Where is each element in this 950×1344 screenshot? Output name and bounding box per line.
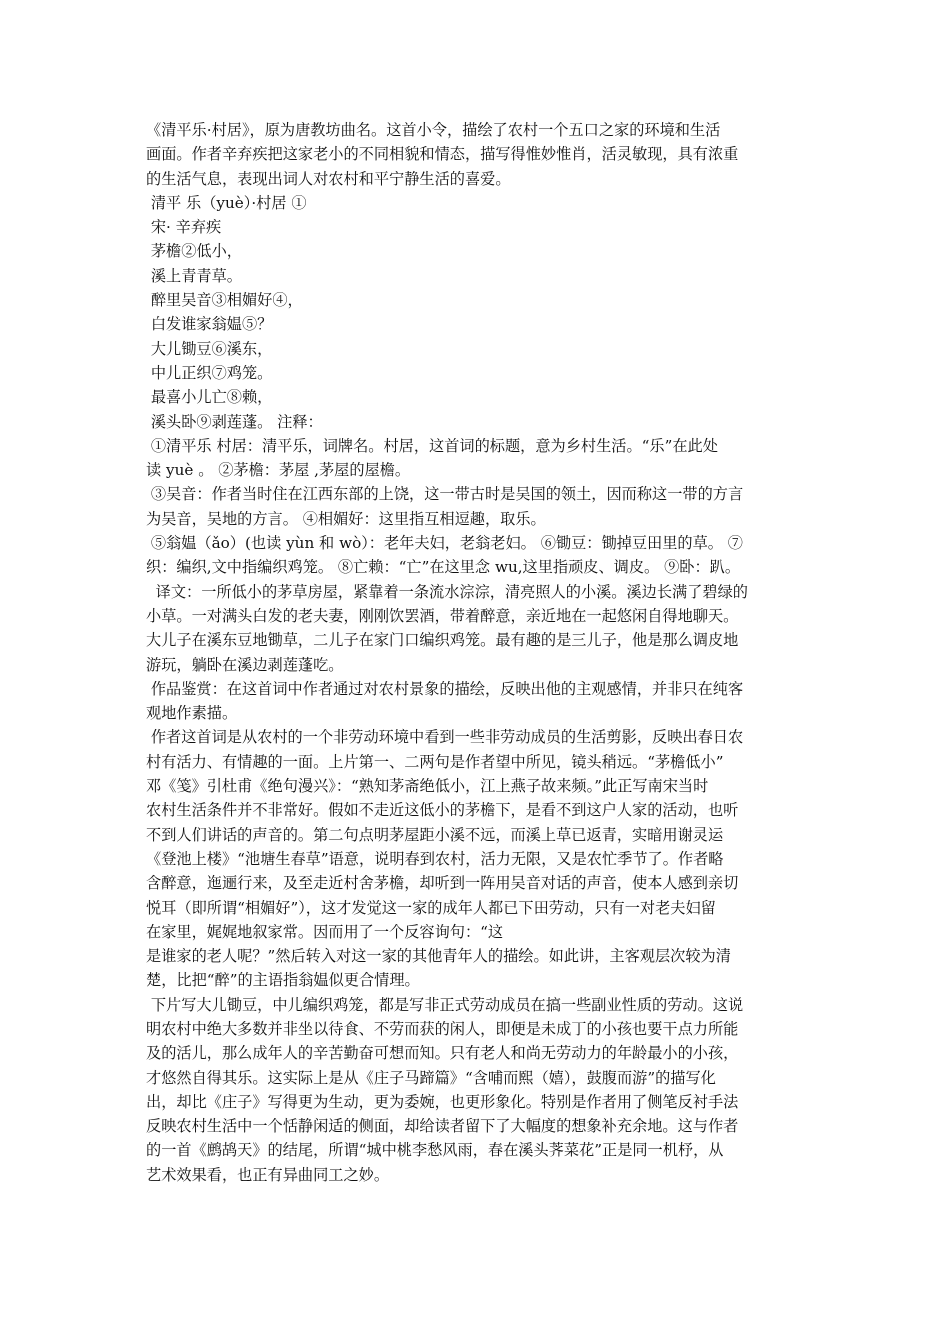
poem-line: 中儿正织⑦鸡笼。 — [146, 363, 273, 382]
note-line: ①清平乐 村居：清平乐，词牌名。村居，这首词的标题，意为乡村生活。“乐”在此处 — [146, 436, 718, 455]
text-line: 作者这首词是从农村的一个非劳动环境中看到一些非劳动成员的生活剪影，反映出春日农 — [146, 728, 744, 747]
poem-line: 醉里吴音③相媚好④， — [146, 291, 303, 310]
document-page — [146, 118, 808, 1187]
text-line: 艺术效果看，也正有异曲同工之妙。 — [146, 1165, 389, 1184]
text-line: 才悠然自得其乐。这实际上是从《庄子马蹄篇》“含哺而熙（嬉），鼓腹而游”的描写化 — [146, 1068, 716, 1087]
text-line: 《登池上楼》“池塘生春草”语意，说明春到农村，活力无限，又是农忙季节了。作者略 — [146, 849, 724, 868]
text-line: 邓《笺》引杜甫《绝句漫兴》：“熟知茅斋绝低小，江上燕子故来频。”此正写南宋当时 — [146, 777, 709, 796]
note-line: ⑤翁媪（ǎo）(也读 yùn 和 wò）：老年夫妇，老翁老妇。 ⑥锄豆：锄掉豆田里的草。 ⑦ — [146, 534, 743, 553]
text-line: 的生活气息，表现出词人对农村和平宁静生活的喜爱。 — [146, 169, 511, 188]
poem-author: 宋· 辛弃疾 — [146, 218, 222, 237]
poem-title: 清平 乐（yuè）·村居 ① — [146, 193, 307, 212]
text-line: 的一首《鹧鸪天》的结尾，所谓“城中桃李愁风雨，春在溪头荠菜花”正是同一机杼，从 — [146, 1141, 724, 1160]
text-line: 观地作素描。 — [146, 704, 238, 723]
text-line: 不到人们讲话的声音的。第二句点明茅屋距小溪不远，而溪上草已返青，实暗用谢灵运 — [146, 825, 724, 844]
poem-text — [146, 191, 808, 434]
notes-section — [146, 434, 808, 580]
text-line: 出，却比《庄子》写得更为生动，更为委婉，也更形象化。特别是作者用了侧笔反衬手法 — [146, 1092, 739, 1111]
note-line: 读 yuè 。 ②茅檐：茅屋 ,茅屋的屋檐。 — [146, 461, 411, 480]
text-line: 游玩，躺卧在溪边剥莲蓬吃。 — [146, 655, 344, 674]
text-line: 译文：一所低小的茅草房屋，紧靠着一条流水淙淙，清亮照人的小溪。溪边长满了碧绿的 — [146, 582, 748, 601]
appreciation-paragraph — [146, 677, 808, 726]
text-line: 及的活儿，那么成年人的辛苦勤奋可想而知。只有老人和尚无劳动力的年龄最小的小孩， — [146, 1044, 739, 1063]
text-line: 反映农村生活中一个恬静闲适的侧面，却给读者留下了大幅度的想象补充余地。这与作者 — [146, 1117, 739, 1136]
note-line: 为吴音，吴地的方言。 ④相媚好：这里指互相逗趣，取乐。 — [146, 509, 546, 528]
poem-line: 白发谁家翁媪⑤？ — [146, 315, 273, 334]
note-line: 织：编织,文中指编织鸡笼。 ⑧亡赖：“亡”在这里念 wu,这里指顽皮、调皮。 ⑨卧：趴。 — [146, 558, 741, 577]
text-line: 明农村中绝大多数并非坐以待食、不劳而获的闲人，即便是未成丁的小孩也要干点力所能 — [146, 1019, 739, 1038]
text-line: 《清平乐·村居》，原为唐教坊曲名。这首小令，描绘了农村一个五口之家的环境和生活 — [146, 121, 721, 139]
text-line: 是谁家的老人呢？”然后转入对这一家的其他青年人的描绘。如此讲，主客观层次较为清 — [146, 947, 731, 966]
text-line: 村有活力、有情趣的一面。上片第一、二两句是作者望中所见，镜头稍远。“茅檐低小” — [146, 752, 724, 771]
text-line: 作品鉴赏：在这首词中作者通过对农村景象的描绘，反映出他的主观感情，并非只在纯客 — [146, 679, 744, 698]
poem-line: 溪上青青草。 — [146, 266, 242, 285]
note-line: ③吴音：作者当时住在江西东部的上饶，这一带古时是吴国的领土，因而称这一带的方言 — [146, 485, 744, 504]
poem-line: 最喜小儿亡⑧赖， — [146, 388, 273, 407]
text-line: 下片写大儿锄豆，中儿编织鸡笼，都是写非正式劳动成员在搞一些副业性质的劳动。这说 — [146, 995, 744, 1014]
text-line: 楚，比把“醉”的主语指翁媪似更合情理。 — [146, 971, 420, 990]
analysis-paragraph — [146, 993, 808, 1187]
poem-line: 溪头卧⑨剥莲蓬。 注释： — [146, 412, 323, 431]
analysis-paragraph — [146, 725, 808, 992]
text-line: 大儿子在溪东豆地锄草，二儿子在家门口编织鸡笼。最有趣的是三儿子，他是那么调皮地 — [146, 631, 739, 650]
poem-line: 大儿锄豆⑥溪东， — [146, 339, 273, 358]
translation-paragraph — [146, 580, 808, 677]
text-line: 小草。一对满头白发的老夫妻，刚刚饮罢酒，带着醉意，亲近地在一起悠闲自得地聊天。 — [146, 606, 739, 625]
intro-paragraph — [146, 118, 808, 191]
poem-line: 茅檐②低小， — [146, 242, 242, 261]
text-line: 农村生活条件并不非常好。假如不走近这低小的茅檐下，是看不到这户人家的活动，也听 — [146, 801, 739, 820]
text-line: 悦耳（即所谓“相媚好”），这才发觉这一家的成年人都已下田劳动，只有一对老夫妇留 — [146, 898, 716, 917]
text-line: 画面。作者辛弃疾把这家老小的不同相貌和情态，描写得惟妙惟肖，活灵敏现，具有浓重 — [146, 145, 739, 164]
text-line: 在家里，娓娓地叙家常。因而用了一个反容询句：“这 — [146, 922, 504, 941]
text-line: 含醉意，迤逦行来，及至走近村舍茅檐，却听到一阵用吴音对话的声音，使本人感到亲切 — [146, 874, 739, 893]
